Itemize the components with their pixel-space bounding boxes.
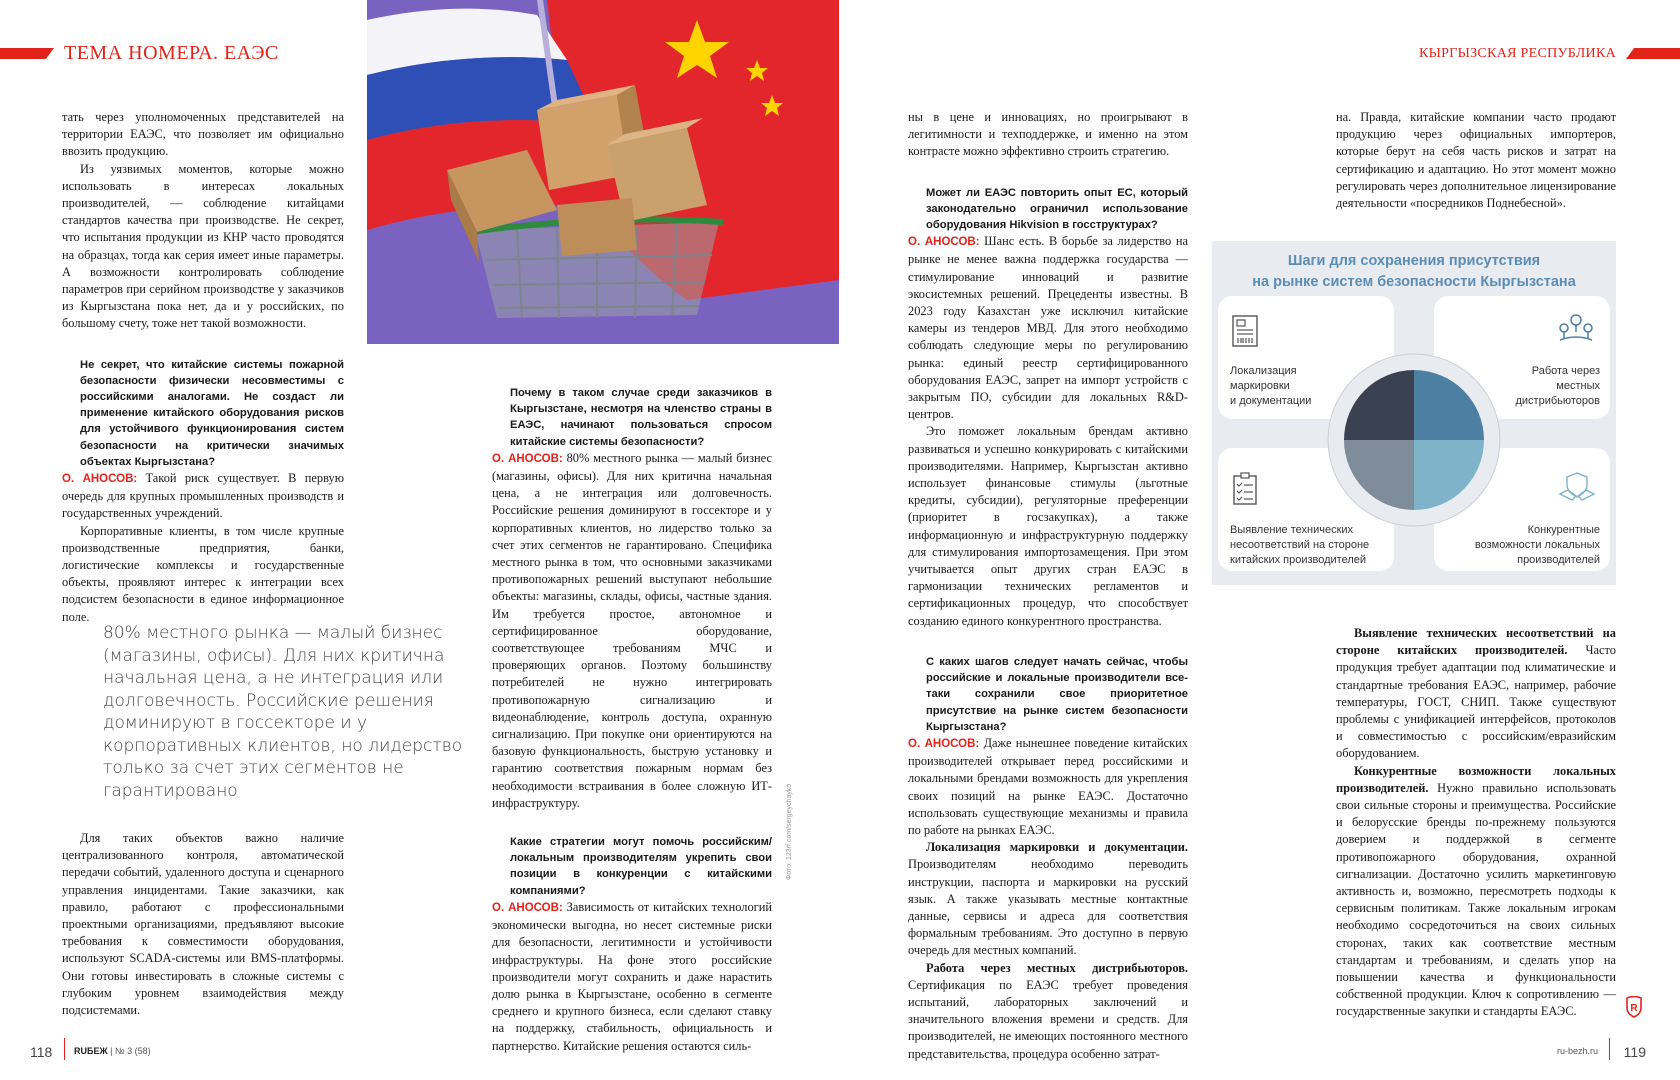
svg-text:R: R <box>1630 1003 1638 1014</box>
step-label: Работа через местных дистрибьюторов <box>1515 365 1600 407</box>
paragraph: Это поможет локальным брендам активно развиваться и успешно конкурировать с китайскими производителями. Например, Кыргызстан активно использует финансовые стимулы (льготные кредиты, субсидии), регуляторные преференции (приоритет в госзакупках), а также информационную и инфраструктурную поддержку для стимулирования импортозамещения. При этом учитывается опыт других стран ЕАЭС в гармонизации технических регламентов и сертификационных процедур, что способствует созданию единого конкурентного пространства. <box>908 424 1188 628</box>
photo-credit: Фото: 123rf.com/sergeychayko <box>786 783 793 880</box>
page-number-left: 118 <box>30 1044 53 1060</box>
handshake-icon <box>1558 470 1596 506</box>
interview-question: Не секрет, что китайские системы пожарной безопасности физически несовместимы с российскими аналогами. Не создаст ли применение китайского оборудования рисков для устойчивого функционирования систем безопасности на критически значимых объектах Кыргызстана? <box>80 358 344 468</box>
header-accent-right <box>1626 48 1680 59</box>
column-1-continued <box>62 830 344 1019</box>
step-label: Конкурентные возможности локальных производителей <box>1474 524 1600 566</box>
speaker-name: О. АНОСОВ: <box>492 901 563 914</box>
paragraph: Локализация маркировки и документации. Производителям необходимо переводить инструкции, паспорта и маркировки на русский язык. А также указывать местные контактные данные, сервисы и адреса для соответствия формальным требованиям. Это доступно в первую очередь для местных компаний. <box>908 840 1188 958</box>
paragraph: Конкурентные возможности локальных производителей. Нужно правильно использовать свои сильные стороны и преимущества. Российские и белорусские бренды по-прежнему пользуются доверием и поддержкой в сегменте противопожарного оборудования, охранной сигнализации. Достаточно усилить маркетинговую активность и, возможно, пересмотреть подходы к сервисным политикам. Также локальным игрокам необходимо сосредоточиться на своих сильных сторонах, таких как соответствие местным стандартам и требованиям, и сделать упор на повышении качества и функциональности собственной продукции. Ключ к сопротивлению — государственные закупки и стандарты ЕАЭС. <box>1336 763 1616 1019</box>
document-icon <box>1230 314 1262 350</box>
paragraph: тать через уполномоченных представителей на территории ЕАЭС, что позволяет им официально ввозить продукцию. <box>62 110 344 159</box>
paragraph: Работа через местных дистрибьюторов. Сертификация по ЕАЭС требует проведения испытаний, лабораторных заключений и значительного вложения времени и средств. Для производителей, не имеющих постоянного местного представительства, процедура особенно затрат- <box>908 960 1188 1061</box>
step-label: Выявление технических несоответствий на стороне китайских производителей <box>1230 524 1370 566</box>
column-2 <box>492 385 772 1055</box>
speaker-name: О. АНОСОВ: <box>908 236 980 249</box>
header-accent-left <box>0 48 54 59</box>
interview-answer: О. АНОСОВ: Шанс есть. В борьбе за лидерство на рынке не менее важна поддержка государства — стимулирование инноваций и развитие экосистемных решений. Прецеденты известны. В 2023 году Казахстан уже исключил китайские камеры из тендеров МВД. Для этого необходимо соблюдать следующие меры по регулированию рынка: единый реестр сертифицированного оборудования ЕАЭС, запрет на импорт устройств с закрытым ПО, субсидии для локальных R&D-центров. <box>908 234 1188 422</box>
interview-question: Какие стратегии могут помочь российским/локальным производителям укрепить свои позиции в конкуренции с китайскими компаниями? <box>510 836 772 897</box>
subheading: Конкурентные возможности локальных производителей. <box>1336 763 1616 795</box>
paragraph: Из уязвимых моментов, которые можно использовать в интересах локальных производителей, — соблюдение китайцами стандартов качества при производстве. Не секрет, что испытания продукции из КНР часто проводятся на образцах, тогда как серия имеет иные параметры. А возможности контролировать соблюдение параметров при серийном производстве у заказчиков из Кыргызстана пока нет, да и у российских, по большому счету, тоже нет такой возможности. <box>62 161 344 331</box>
interview-answer: О. АНОСОВ: Даже нынешнее поведение китайских производителей открывает перед российскими и локальными брендами возможность для укрепления своих позиций на рынке ЕАЭС. Достаточно использовать существующие механизмы и правила по работе на рынках ЕАЭС. <box>908 735 1188 837</box>
column-4 <box>1336 109 1616 212</box>
checklist-icon <box>1230 472 1262 508</box>
infographic-title: Шаги для сохранения присутствия на рынке систем безопасности Кыргызстана <box>1252 253 1576 290</box>
interview-answer: О. АНОСОВ: Зависимость от китайских технологий экономически выгодна, но несет системные риски для безопасности, легитимности и устойчивости инфраструктуры. На фоне этого российские производители могут сохранить и даже нарастить долю рынка в Кыргызстане, особенно в сегменте среднего и крупного бизнеса, если сделают ставку на поддержку, стабильность, официальность и партнерство. Китайские решения остаются силь- <box>492 899 772 1053</box>
subheading: Работа через местных дистрибьюторов. <box>926 960 1188 975</box>
section-country: КЫРГЫЗСКАЯ РЕСПУБЛИКА <box>1418 46 1616 61</box>
speaker-name: О. АНОСОВ: <box>492 452 563 465</box>
paragraph: Выявление технических несоответствий на стороне китайских производителей. Часто продукция требует адаптации под климатические и стандартные требования ЕАЭС, например, рабочие температуры, ГОСТ, СНИП. Также существуют проблемы с унификацией интерфейсов, протоколов и совместимостью с российским/евразийским оборудованием. <box>1336 626 1616 761</box>
speaker-name: О. АНОСОВ: <box>62 473 138 486</box>
website-link[interactable]: ru-bezh.ru <box>1556 1046 1598 1056</box>
location-network-icon <box>1556 310 1596 346</box>
end-of-article-icon <box>1624 996 1644 1018</box>
interview-answer: О. АНОСОВ: Такой риск существует. В первую очередь для крупных промышленных производств и государственных учреждений. <box>62 471 344 521</box>
interview-question: С каких шагов следует начать сейчас, чтобы российские и локальные производители все-таки сохранили свое приоритетное присутствие на рынке систем безопасности Кыргызстана? <box>926 655 1188 733</box>
column-3 <box>908 109 1188 1063</box>
step-label: Локализация маркировки и документации <box>1230 365 1312 407</box>
interview-question: Почему в таком случае среди заказчиков в Кыргызстане, несмотря на членство страны в ЕАЭС, начинают пользоваться спросом китайские системы безопасности? <box>510 387 772 448</box>
speaker-name: О. АНОСОВ: <box>908 737 980 750</box>
footer-divider <box>1609 1038 1610 1060</box>
interview-question: Может ли ЕАЭС повторить опыт ЕС, который законодательно ограничил использование оборудования Hikvision в госструктурах? <box>926 186 1188 232</box>
column-4-continued <box>1336 625 1616 1021</box>
section-title: ТЕМА НОМЕРА. ЕАЭС <box>64 42 279 64</box>
paragraph: Для таких объектов важно наличие централизованного контроля, автоматической передачи событий, удаленного доступа и сценарного управления инцидентами. Такие заказчики, как правило, работают с профессиональными проектными организациями, предъявляют высокие требования к совместимости оборудования, используют SCADA-системы или BMS-платформы. Они готовы инвестировать в сложные системы с глубоким уровнем взаимодействия между подсистемами. <box>62 831 344 1018</box>
infographic <box>1212 241 1616 585</box>
paragraph: на. Правда, китайские компании часто продают продукцию через официальных импортеров, которые берут на себя часть рисков и затрат на сертификацию и адаптацию. Но этот момент можно регулировать через дополнительное лицензирование деятельности «посредников Поднебесной». <box>1336 110 1616 211</box>
pull-quote: 80% местного рынка — малый бизнес (магазины, офисы). Для них критична начальная цена, а не интеграция или долговечность. Российские решения доминируют в госсекторе и у корпоративных клиентов, но лидерство только за счет этих сегментов не гарантировано <box>103 623 463 801</box>
subheading: Выявление технических несоответствий на стороне китайских производителей. <box>1336 626 1616 658</box>
magazine-info: RUБЕЖ | № 3 (58) <box>74 1046 151 1056</box>
paragraph: Корпоративные клиенты, в том числе крупные производственные предприятия, банки, логистические комплексы и государственные объекты, проявляют интерес к интеграции всех подсистем безопасности в единое информационное поле. <box>62 523 344 624</box>
interview-answer: О. АНОСОВ: 80% местного рынка — малый бизнес (магазины, офисы). Для них критична начальная цена, а не интеграция или долговечность. Российские решения доминируют в госсекторе и у корпоративных клиентов, но лидерство только за счет этих сегментов не гарантировано. Специфика местного рынка в том, что основными заказчиками противопожарных решений выступают небольшие объекты: магазины, склады, офисы, частные здания. Им требуется простое, автономное и сертифицированное оборудование, соответствующее требованиям МЧС и проверяющих органов. Поэтому большинству потребителей не нужно интегрировать противопожарную сигнализацию и видеонаблюдение, контроль доступа, охранную сигнализацию. При покупке они ориентируются на базовую функциональность, быструю установку и гарантию соответствия пожарным нормам без необходимости встраивания в более сложную ИТ-инфраструктуру. <box>492 450 772 810</box>
flags-basket-photo <box>367 0 839 344</box>
steps-circle-diagram <box>1324 350 1504 530</box>
subheading: Локализация маркировки и документации. <box>926 840 1188 855</box>
footer-divider <box>64 1038 65 1060</box>
column-1 <box>62 109 344 626</box>
paragraph: ны в цене и инновациях, но проигрывают в легитимности и техподдержке, и именно на этом контрасте можно эффективно строить стратегию. <box>908 110 1188 159</box>
page-number-right: 119 <box>1623 1044 1646 1060</box>
